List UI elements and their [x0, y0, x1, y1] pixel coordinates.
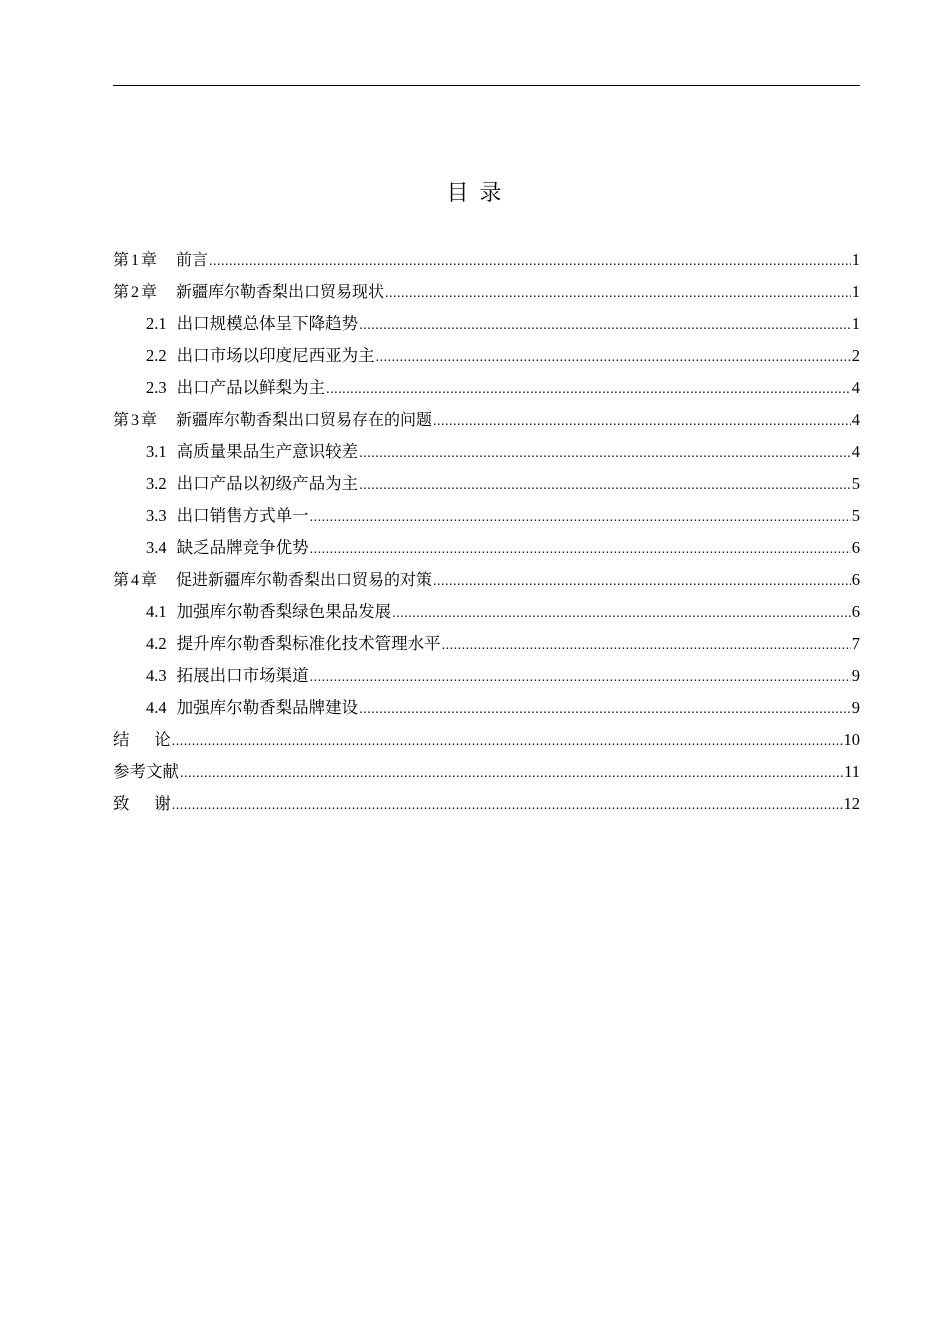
toc-entry[interactable]: [113, 276, 860, 308]
page-number: 1: [851, 282, 860, 301]
chapter-suffix: 章: [141, 282, 158, 301]
toc-entry[interactable]: [113, 724, 860, 756]
page-title: 目 录: [446, 181, 504, 206]
chapter-prefix: 第: [113, 250, 130, 269]
toc-entry-label: [113, 756, 179, 788]
section-title: 出口产品以鲜梨为主: [176, 378, 326, 397]
toc-entry-label: [146, 660, 309, 692]
toc-entry-label: [146, 532, 309, 564]
section-title: 高质量果品生产意识较差: [176, 442, 359, 461]
toc-entry-label: [146, 340, 375, 372]
page-number: 4: [851, 410, 860, 429]
dot-leader: [359, 438, 851, 470]
chapter-prefix: 第: [113, 570, 130, 589]
page-number: 4: [851, 378, 860, 397]
toc-entry[interactable]: [113, 468, 860, 500]
toc-entry-label: [113, 564, 432, 597]
dot-leader: [310, 662, 851, 694]
entry-title: 结 论: [113, 730, 171, 749]
toc-entry[interactable]: [113, 532, 860, 564]
dot-leader: [433, 406, 851, 438]
chapter-suffix: 章: [141, 570, 158, 589]
page-number: 6: [851, 570, 860, 589]
toc-entry-label: [146, 596, 391, 628]
dot-leader: [376, 342, 851, 374]
toc-entry-label: [113, 724, 171, 756]
chapter-suffix: 章: [141, 250, 158, 269]
toc-entry-label: [146, 500, 309, 532]
toc-entry[interactable]: [113, 660, 860, 692]
dot-leader: [326, 374, 851, 406]
dot-leader: [310, 534, 851, 566]
toc-entry-label: [146, 692, 358, 724]
header-rule: [113, 85, 860, 86]
toc-entry[interactable]: [113, 404, 860, 436]
dot-leader: [359, 310, 851, 342]
section-number: 4.1: [146, 602, 167, 621]
section-title: 出口产品以初级产品为主: [176, 474, 359, 493]
section-title: 加强库尔勒香梨品牌建设: [176, 698, 359, 717]
page-number: 12: [843, 794, 860, 813]
entry-title: 参考文献: [113, 762, 179, 781]
toc-entry[interactable]: [113, 500, 860, 532]
section-title: 加强库尔勒香梨绿色果品发展: [176, 602, 392, 621]
chapter-number: 2: [131, 284, 140, 301]
toc-entry[interactable]: [113, 628, 860, 660]
page-number: 11: [844, 762, 860, 781]
entry-title: 致 谢: [113, 794, 171, 813]
section-number: 2.2: [146, 346, 167, 365]
toc-entry[interactable]: [113, 340, 860, 372]
toc-entry-label: [113, 404, 432, 437]
chapter-title: 前言: [176, 250, 209, 269]
toc-entry[interactable]: [113, 436, 860, 468]
section-number: 3.4: [146, 538, 167, 557]
dot-leader: [180, 758, 843, 790]
chapter-prefix: 第: [113, 282, 130, 301]
page-number: 9: [851, 698, 860, 717]
dot-leader: [359, 470, 851, 502]
section-title: 提升库尔勒香梨标准化技术管理水平: [176, 634, 441, 653]
section-title: 缺乏品牌竞争优势: [176, 538, 309, 557]
section-number: 4.2: [146, 634, 167, 653]
toc-entry[interactable]: [113, 564, 860, 596]
toc-entry-label: [113, 244, 208, 277]
toc-entry-label: [146, 372, 325, 404]
page-number: 10: [843, 730, 860, 749]
chapter-title: 新疆库尔勒香梨出口贸易存在的问题: [176, 410, 433, 429]
section-title: 出口规模总体呈下降趋势: [176, 314, 359, 333]
page-number: 7: [851, 634, 860, 653]
dot-leader: [442, 630, 851, 662]
chapter-number: 4: [131, 572, 140, 589]
page-number: 5: [851, 506, 860, 525]
toc-entry[interactable]: [113, 788, 860, 820]
dot-leader: [392, 598, 851, 630]
section-number: 3.3: [146, 506, 167, 525]
chapter-prefix: 第: [113, 410, 130, 429]
section-title: 出口市场以印度尼西亚为主: [176, 346, 375, 365]
toc-entry-label: [113, 276, 384, 309]
dot-leader: [172, 790, 843, 822]
toc-entry-label: [146, 468, 358, 500]
page-number: 6: [851, 538, 860, 557]
page-number: 5: [851, 474, 860, 493]
chapter-title: 促进新疆库尔勒香梨出口贸易的对策: [176, 570, 433, 589]
dot-leader: [359, 694, 851, 726]
toc-entry-label: [146, 628, 441, 660]
dot-leader: [310, 502, 851, 534]
table-of-contents: [113, 244, 860, 820]
toc-entry[interactable]: [113, 756, 860, 788]
page-number: 9: [851, 666, 860, 685]
dot-leader: [172, 726, 843, 758]
toc-entry[interactable]: [113, 308, 860, 340]
dot-leader: [209, 246, 851, 278]
toc-entry-label: [113, 788, 171, 820]
page-number: 4: [851, 442, 860, 461]
toc-entry[interactable]: [113, 244, 860, 276]
page-number: 2: [851, 346, 860, 365]
toc-entry[interactable]: [113, 692, 860, 724]
section-number: 4.3: [146, 666, 167, 685]
chapter-suffix: 章: [141, 410, 158, 429]
section-number: 3.2: [146, 474, 167, 493]
section-title: 拓展出口市场渠道: [176, 666, 309, 685]
chapter-number: 1: [131, 252, 140, 269]
toc-entry[interactable]: [113, 596, 860, 628]
section-number: 3.1: [146, 442, 167, 461]
chapter-number: 3: [131, 412, 140, 429]
section-title: 出口销售方式单一: [176, 506, 309, 525]
toc-entry[interactable]: [113, 372, 860, 404]
toc-entry-label: [146, 308, 358, 340]
section-number: 2.1: [146, 314, 167, 333]
toc-entry-label: [146, 436, 358, 468]
page-number: 1: [851, 250, 860, 269]
page-number: 1: [851, 314, 860, 333]
section-number: 2.3: [146, 378, 167, 397]
section-number: 4.4: [146, 698, 167, 717]
chapter-title: 新疆库尔勒香梨出口贸易现状: [176, 282, 385, 301]
page-number: 6: [851, 602, 860, 621]
dot-leader: [385, 278, 851, 310]
dot-leader: [433, 566, 851, 598]
